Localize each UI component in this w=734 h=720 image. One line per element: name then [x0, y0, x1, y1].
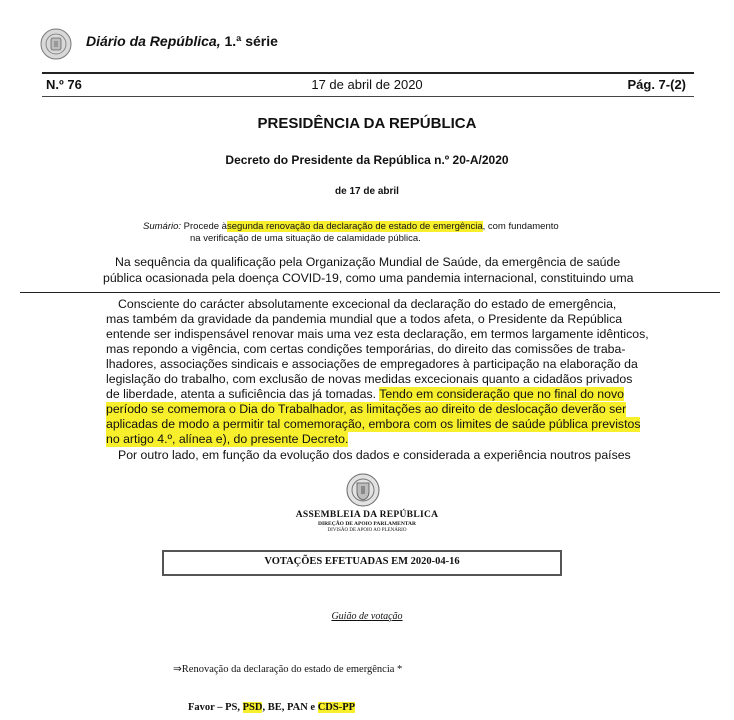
highlighted-line: aplicadas de modo a permitir tal comemoração, embora com os limites de saúde pública previstos: [106, 417, 641, 431]
decree-date: de 17 de abril: [335, 186, 399, 197]
body-line: mas também da gravidade da pandemia mundial que a todos afeta, o Presidente da República: [106, 312, 623, 326]
votes-title: VOTAÇÕES EFETUADAS EM 2020-04-16: [264, 556, 460, 567]
assembly-division: DIVISÃO DE APOIO AO PLENÁRIO: [327, 528, 407, 533]
party-cds-pp: CDS-PP: [317, 702, 356, 713]
highlighted-line: período se comemora o Dia do Trabalhador, as limitações ao direito de deslocação deverão ser: [106, 402, 627, 416]
summary-line-2: na verificação de uma situação de calamidade pública.: [190, 233, 421, 244]
highlighted-line: no artigo 4.º, alínea e), do presente Decreto.: [106, 432, 349, 446]
header-rule-bottom: [42, 96, 694, 97]
summary-label: Sumário:: [143, 221, 182, 232]
header-rule-top: [42, 72, 694, 74]
organization-heading: PRESIDÊNCIA DA REPÚBLICA: [257, 115, 477, 132]
body-line: entende ser indispensável renovar mais uma vez esta declaração, em termos largamente idênticos,: [106, 327, 649, 341]
votes-in-favor: Favor – PS, PSD, BE, PAN e CDS-PP: [188, 702, 356, 713]
issue-date: 17 de abril de 2020: [311, 77, 423, 92]
journal-title: Diário da República, 1.ª série: [86, 33, 278, 49]
page-number: Pág. 7-(2): [627, 77, 686, 92]
body-line: lhadores, associações sindicais e associações de empregadores à participação na elaboração da: [106, 357, 638, 371]
intro-line: pública ocasionada pela doença COVID-19, como uma pandemia internacional, constituindo uma: [103, 271, 634, 285]
body-line: mas repondo a vigência, com certas condições temporárias, do direito das comissões de traba-: [106, 342, 626, 356]
summary: Sumário: Procede àsegunda renovação da declaração de estado de emergência, com fundamento: [143, 221, 559, 232]
voting-guide-heading: Guião de votação: [331, 611, 403, 622]
assembly-emblem-icon: [345, 472, 381, 508]
body-line: Por outro lado, em função da evolução dos dados e considerada a experiência noutros países: [118, 448, 631, 462]
excerpt-cut-line: [20, 292, 720, 293]
assembly-title: ASSEMBLEIA DA REPÚBLICA: [295, 510, 439, 520]
highlighted-text: Tendo em consideração que no final do novo: [379, 387, 624, 401]
intro-line: Na sequência da qualificação pela Organização Mundial de Saúde, da emergência de saúde: [115, 255, 621, 269]
decree-title: Decreto do Presidente da República n.º 20-A/2020: [225, 153, 509, 167]
body-line-mixed: de liberdade, atenta a suficiência das já tomadas. Tendo em consideração que no final do novo: [106, 387, 624, 401]
republic-seal-icon: [40, 28, 72, 60]
voting-item: ⇒Renovação da declaração do estado de emergência *: [173, 664, 403, 675]
body-line: legislação do trabalho, com exclusão de novas medidas excecionais quanto a cidadãos privados: [106, 372, 633, 386]
summary-highlight: segunda renovação da declaração de estado de emergência: [226, 221, 483, 232]
assembly-directorate: DIREÇÃO DE APOIO PARLAMENTAR: [317, 521, 417, 527]
footnote-mark: *: [397, 664, 403, 675]
journal-series: 1.ª série: [224, 33, 278, 49]
body-line: Consciente do carácter absolutamente excecional da declaração do estado de emergência,: [118, 297, 617, 311]
issue-number: N.º 76: [46, 77, 82, 92]
party-psd: PSD: [242, 702, 263, 713]
